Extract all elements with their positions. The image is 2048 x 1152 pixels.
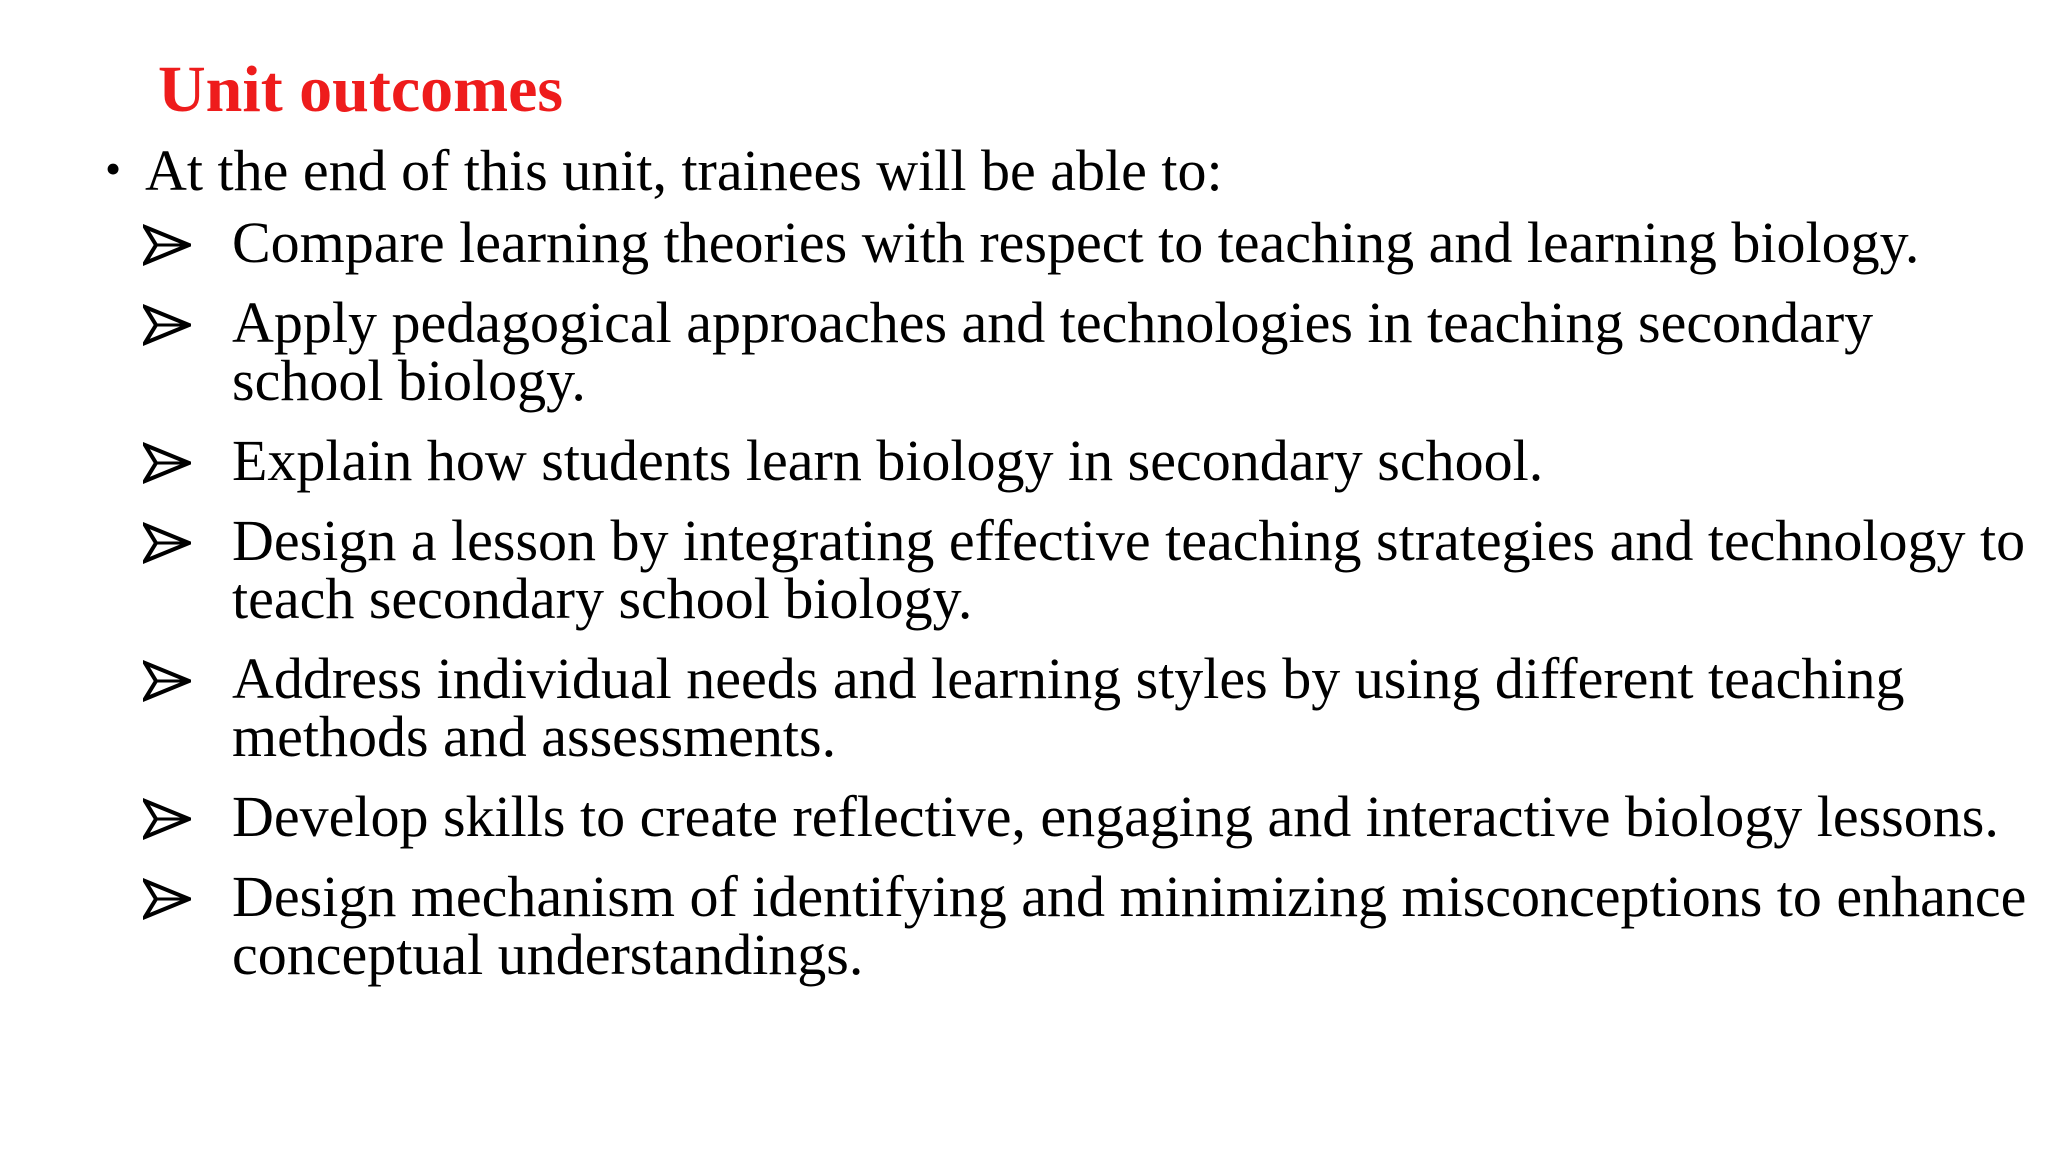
outcome-text: Explain how students learn biology in secondary school. (232, 428, 1544, 493)
arrow-bullet-icon (143, 224, 191, 266)
outcome-text: Apply pedagogical approaches and technologies in teaching secondary school biology. (232, 290, 1874, 413)
outcome-item (143, 864, 2033, 987)
arrow-bullet-icon (143, 660, 191, 702)
slide-title: Unit outcomes (158, 53, 564, 126)
outcome-item (143, 784, 2033, 849)
outcome-text: Compare learning theories with respect to teaching and learning biology. (232, 210, 1920, 275)
outcome-item (143, 508, 2033, 631)
outcome-text: Develop skills to create reflective, engaging and interactive biology lessons. (232, 784, 1999, 849)
bullet-dot-icon: • (105, 143, 122, 194)
outcome-text: Design mechanism of identifying and minimizing misconceptions to enhance conceptual understandings. (232, 864, 2027, 987)
arrow-bullet-icon (143, 442, 191, 484)
outcomes-list (143, 210, 2033, 1006)
outcome-item (143, 290, 2033, 413)
arrow-bullet-icon (143, 798, 191, 840)
intro-text: At the end of this unit, trainees will be able to: (145, 138, 1223, 203)
arrow-bullet-icon (143, 522, 191, 564)
outcome-item (143, 428, 2033, 493)
outcome-item (143, 210, 2033, 275)
arrow-bullet-icon (143, 304, 191, 346)
outcome-text: Address individual needs and learning styles by using different teaching methods and assessments. (232, 646, 1905, 769)
arrow-bullet-icon (143, 878, 191, 920)
outcome-text: Design a lesson by integrating effective teaching strategies and technology to teach secondary school biology. (232, 508, 2026, 631)
intro-line (105, 135, 1223, 205)
outcome-item (143, 646, 2033, 769)
